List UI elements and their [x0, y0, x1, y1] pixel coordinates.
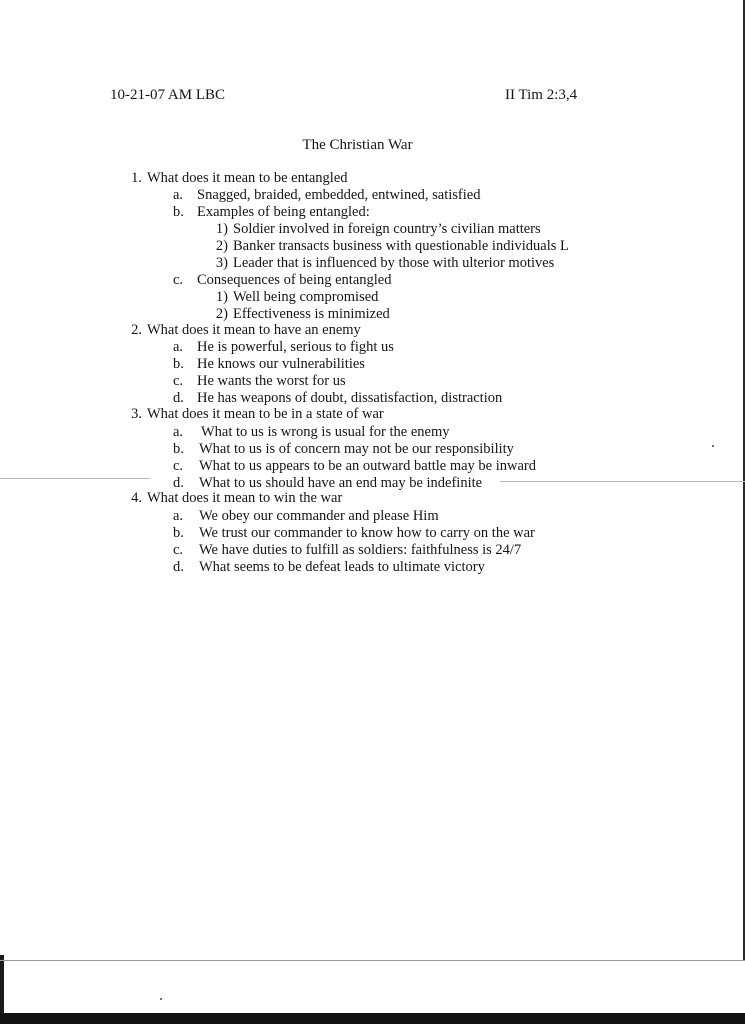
- outline-item: a. He is powerful, serious to fight us: [173, 339, 394, 355]
- fold-crease: [0, 478, 150, 479]
- outline-item: c. He wants the worst for us: [173, 373, 346, 389]
- outline-item: c. What to us appears to be an outward battle may be inward: [173, 458, 537, 474]
- outline-heading-4: 4. What does it mean to win the war: [131, 490, 343, 506]
- outline-item: b. He knows our vulnerabilities: [173, 356, 365, 372]
- outline-item: a. We obey our commander and please Him: [173, 508, 439, 524]
- outline-item: a. Snagged, braided, embedded, entwined, satisfied: [173, 187, 481, 203]
- outline-item: b. We trust our commander to know how to carry on the war: [173, 525, 535, 541]
- scripture-reference: II Tim 2:3,4: [505, 87, 578, 103]
- outline-heading-3: 3. What does it mean to be in a state of war: [131, 406, 384, 422]
- outline-item: c. Consequences of being entangled: [173, 272, 392, 288]
- fold-crease: [500, 481, 745, 482]
- sermon-title: The Christian War: [302, 137, 413, 153]
- scan-speck: [712, 445, 714, 447]
- outline-subitem: 3) Leader that is influenced by those with ulterior motives: [215, 255, 555, 271]
- scan-bottom-edge: [0, 960, 745, 961]
- outline-item: d. What seems to be defeat leads to ultimate victory: [173, 559, 485, 575]
- outline-subitem: 1) Soldier involved in foreign country’s civilian matters: [215, 221, 541, 237]
- outline-subitem: 2) Banker transacts business with questionable individuals L: [215, 238, 569, 254]
- outline-item: d. He has weapons of doubt, dissatisfaction, distraction: [173, 390, 503, 406]
- date-header: 10-21-07 AM LBC: [110, 87, 226, 103]
- outline-item: c. We have duties to fulfill as soldiers: faithfulness is 24/7: [173, 542, 522, 558]
- outline-heading-1: 1. What does it mean to be entangled: [131, 170, 348, 186]
- outline-item: b. Examples of being entangled:: [173, 204, 370, 220]
- outline-subitem: 2) Effectiveness is minimized: [215, 306, 390, 322]
- scan-bottom-border: [0, 1013, 745, 1024]
- outline-subitem: 1) Well being compromised: [215, 289, 379, 305]
- outline-heading-2: 2. What does it mean to have an enemy: [131, 322, 361, 338]
- outline-item: a. What to us is wrong is usual for the enemy: [173, 424, 450, 440]
- scan-speck: [160, 998, 162, 1000]
- outline-item: d. What to us should have an end may be indefinite: [173, 475, 483, 491]
- outline-item: b. What to us is of concern may not be our responsibility: [173, 441, 514, 457]
